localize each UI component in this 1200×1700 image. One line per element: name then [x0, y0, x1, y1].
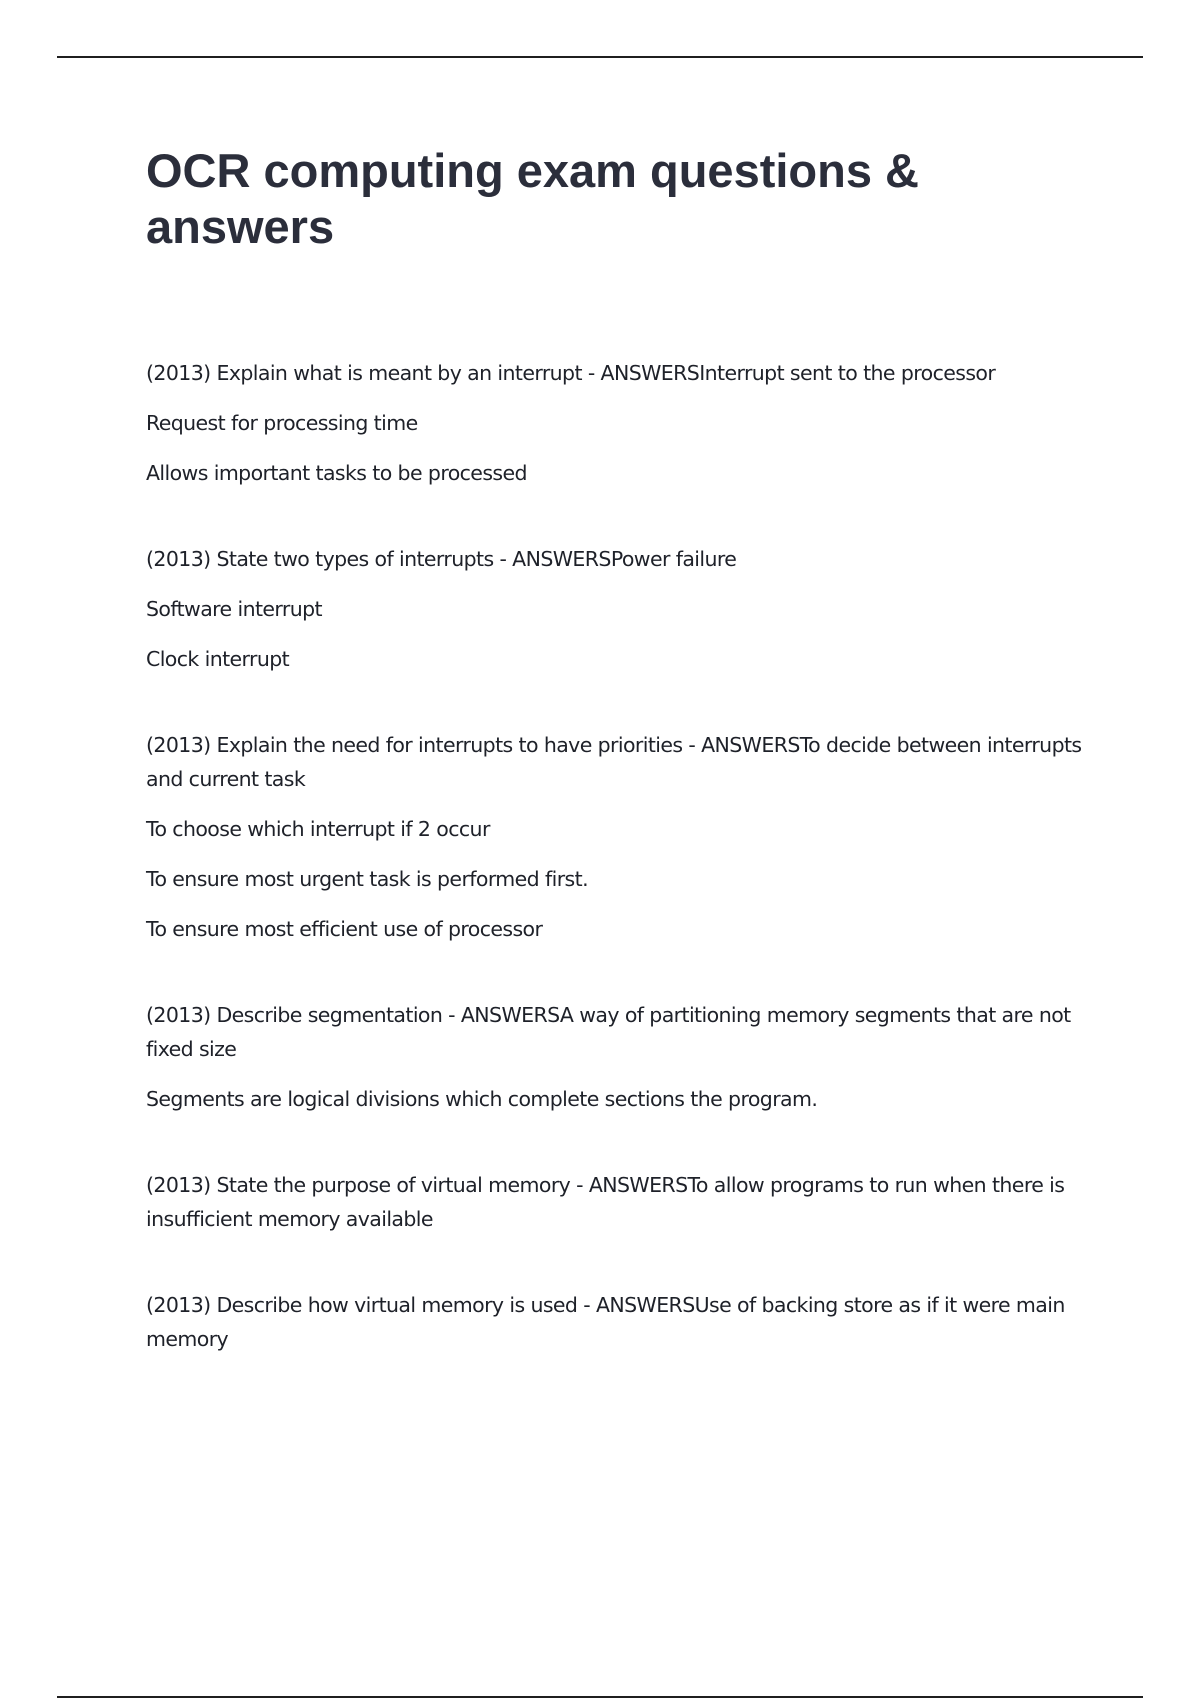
- answer-line: Software interrupt: [146, 597, 322, 621]
- qa-block: [146, 998, 1086, 1116]
- top-divider: [57, 56, 1143, 58]
- answer-line: To ensure most efficient use of processor: [146, 917, 543, 941]
- qa-list: [146, 356, 1086, 1408]
- answer-line: Request for processing time: [146, 411, 418, 435]
- answer-line: Segments are logical divisions which complete sections the program.: [146, 1087, 818, 1111]
- question-line: (2013) State the purpose of virtual memory - ANSWERSTo allow programs to run when there is insufficient memory available: [146, 1173, 1065, 1231]
- qa-block: [146, 356, 1086, 490]
- answer-line: To ensure most urgent task is performed first.: [146, 867, 588, 891]
- qa-block: [146, 542, 1086, 676]
- question-line: (2013) Describe segmentation - ANSWERSA way of partitioning memory segments that are not fixed size: [146, 1003, 1071, 1061]
- answer-line: Allows important tasks to be processed: [146, 461, 527, 485]
- qa-block: [146, 1168, 1086, 1236]
- qa-block: [146, 728, 1086, 946]
- question-line: (2013) Describe how virtual memory is used - ANSWERSUse of backing store as if it were main memory: [146, 1293, 1065, 1351]
- qa-block: [146, 1288, 1086, 1356]
- question-line: (2013) Explain the need for interrupts to have priorities - ANSWERSTo decide between interrupts and current task: [146, 733, 1082, 791]
- page-title: OCR computing exam questions & answers: [146, 144, 919, 253]
- question-line: (2013) Explain what is meant by an interrupt - ANSWERSInterrupt sent to the processor: [146, 361, 996, 385]
- answer-line: To choose which interrupt if 2 occur: [146, 817, 490, 841]
- bottom-divider: [57, 1696, 1143, 1698]
- question-line: (2013) State two types of interrupts - ANSWERSPower failure: [146, 547, 737, 571]
- answer-line: Clock interrupt: [146, 647, 290, 671]
